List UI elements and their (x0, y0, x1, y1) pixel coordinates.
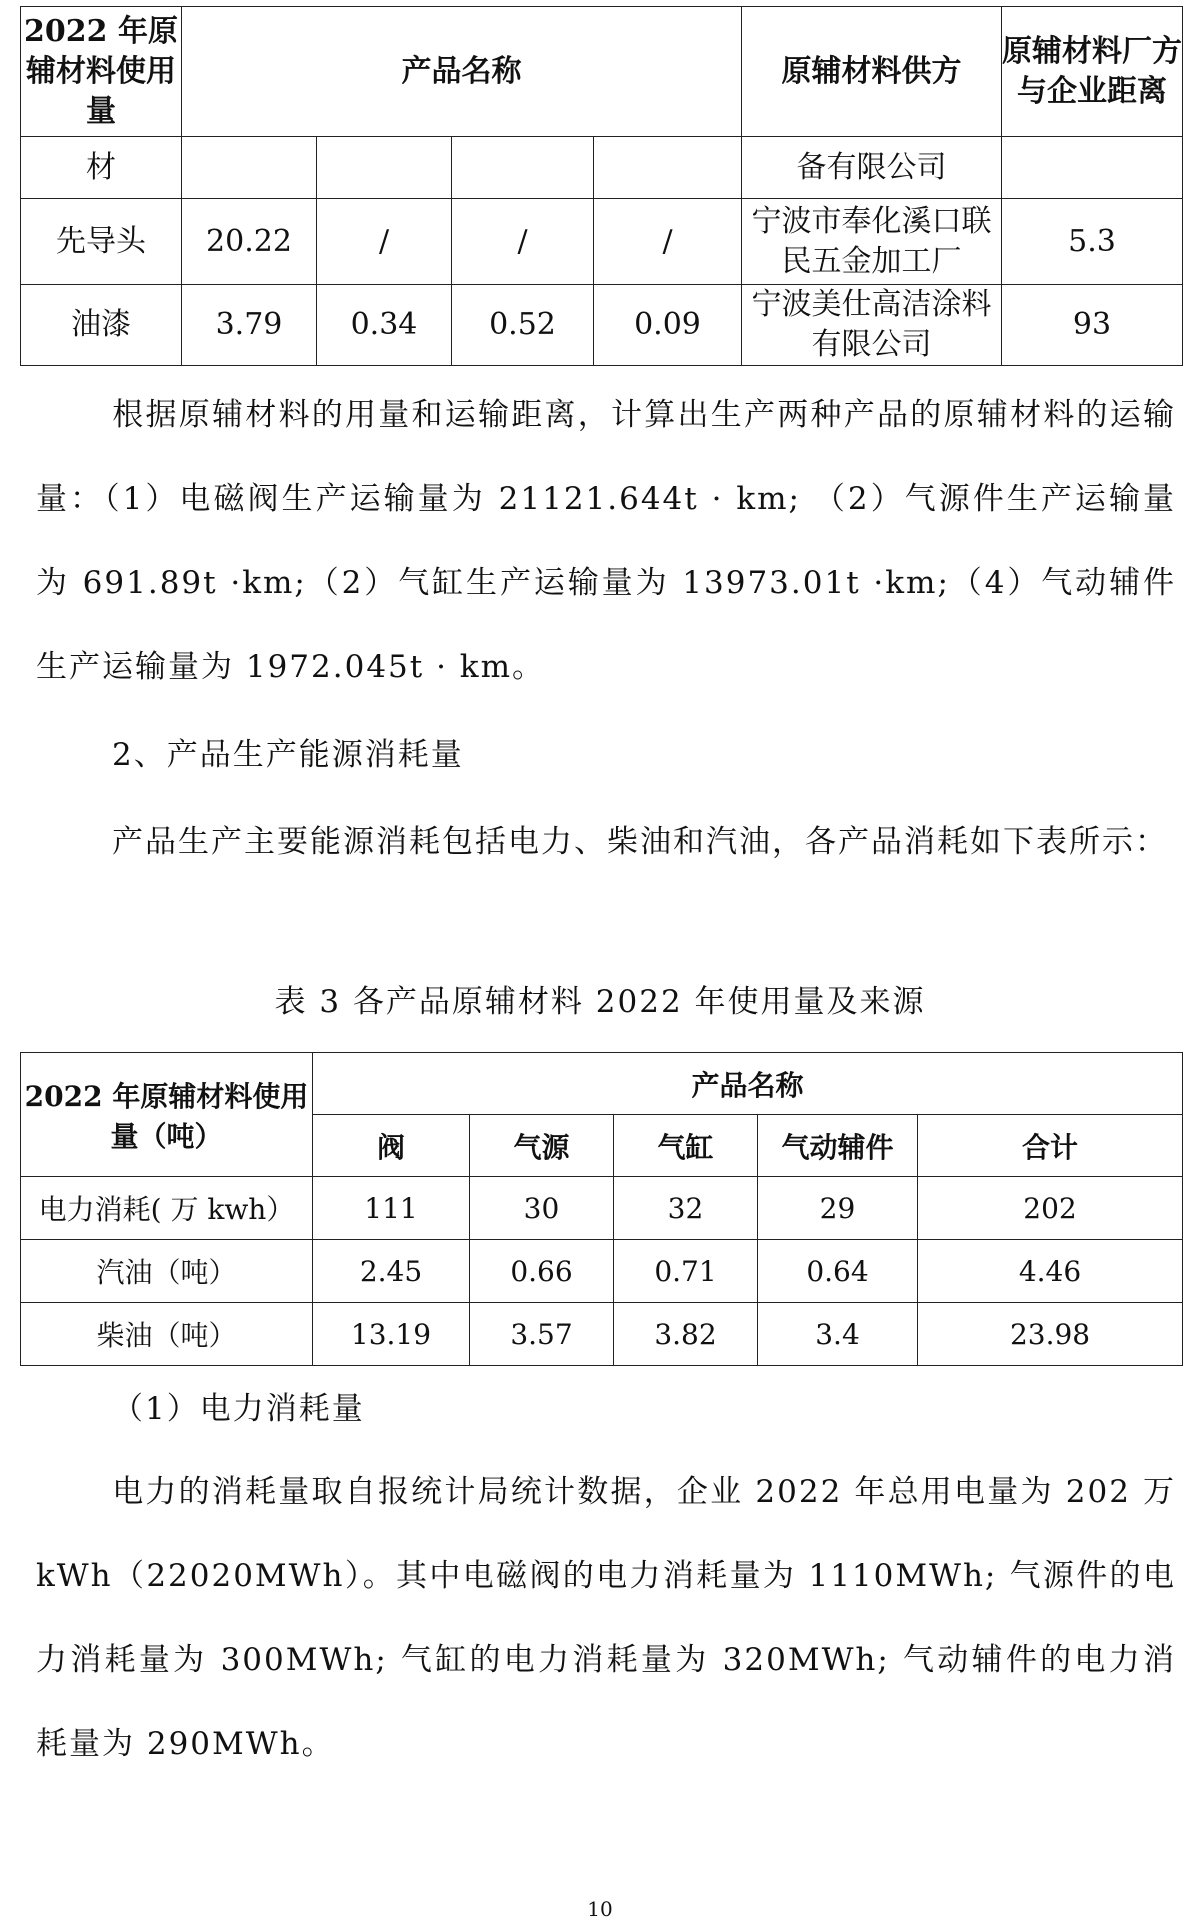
value-cell: 0.64 (758, 1240, 918, 1303)
partial-supplier-cell: 备有限公司 (742, 137, 1002, 199)
empty-cell (182, 137, 317, 199)
energy-text: 产品生产主要能源消耗包括电力、柴油和汽油，各产品消耗如下表所示： (112, 824, 1168, 860)
value-cell: / (452, 199, 594, 285)
value-cell: / (594, 199, 742, 285)
table-row (21, 1177, 1183, 1240)
value-cell: 23.98 (918, 1303, 1183, 1366)
partial-cell: 材 (21, 137, 182, 199)
header-supplier: 原辅材料供方 (742, 7, 1002, 137)
column-header: 气源 (470, 1115, 614, 1177)
empty-cell (317, 137, 452, 199)
table-row (21, 199, 1183, 285)
column-header: 气动辅件 (758, 1115, 918, 1177)
distance-cell: 93 (1002, 285, 1183, 366)
material-name: 先导头 (21, 199, 182, 285)
value-cell: 3.79 (182, 285, 317, 366)
value-cell: 202 (918, 1177, 1183, 1240)
supplier-cell: 宁波美仕高洁涂料有限公司 (742, 285, 1002, 366)
value-cell: 4.46 (918, 1240, 1183, 1303)
value-cell: 0.52 (452, 285, 594, 366)
value-cell: 3.4 (758, 1303, 918, 1366)
value-cell: 20.22 (182, 199, 317, 285)
header-usage: 2022 年原辅材料使用量 (21, 7, 182, 137)
section-heading-energy: 2、产品生产能源消耗量 (112, 737, 464, 773)
value-cell: 111 (313, 1177, 470, 1240)
supplier-cell: 宁波市奉化溪口联民五金加工厂 (742, 199, 1002, 285)
value-cell: 0.66 (470, 1240, 614, 1303)
transport-text: 根据原辅材料的用量和运输距离，计算出生产两种产品的原辅材料的运输量：（1）电磁阀生产运输量为 21121.644t · km; （2）气源件生产运输量为 691.89t ·km;（2）气缸生产运输量为 13973.01t ·km;（4）气动辅件生产运输量为 1972.045t · km。 (36, 397, 1176, 685)
table3-corner-header: 2022 年原辅材料使用量（吨） (21, 1053, 313, 1177)
electricity-paragraph (36, 1450, 1176, 1786)
table-caption: 表 3 各产品原辅材料 2022 年使用量及来源 (274, 984, 926, 1020)
row-label: 汽油（吨） (21, 1240, 313, 1303)
table-row (21, 1240, 1183, 1303)
value-cell: 0.34 (317, 285, 452, 366)
value-cell: 13.19 (313, 1303, 470, 1366)
value-cell: 30 (470, 1177, 614, 1240)
value-cell: 0.71 (614, 1240, 758, 1303)
value-cell: 32 (614, 1177, 758, 1240)
material-name: 油漆 (21, 285, 182, 366)
electricity-text: 电力的消耗量取自报统计局统计数据，企业 2022 年总用电量为 202 万 kWh（22020MWh）。其中电磁阀的电力消耗量为 1110MWh; 气源件的电力消耗量为 300MWh; 气缸的电力消耗量为 320MWh; 气动辅件的电力消耗量为 290MWh。 (36, 1474, 1176, 1762)
header-distance: 原辅材料厂方与企业距离 (1002, 7, 1183, 137)
row-label: 柴油（吨） (21, 1303, 313, 1366)
value-cell: 29 (758, 1177, 918, 1240)
table3-group-header: 产品名称 (313, 1053, 1183, 1115)
row-label: 电力消耗( 万 kwh） (21, 1177, 313, 1240)
value-cell: 3.57 (470, 1303, 614, 1366)
table-row (21, 1303, 1183, 1366)
column-header: 合计 (918, 1115, 1183, 1177)
page-number: 10 (587, 1897, 613, 1921)
transport-paragraph (36, 373, 1176, 709)
value-cell: 3.82 (614, 1303, 758, 1366)
energy-paragraph (36, 800, 1176, 884)
column-header: 气缸 (614, 1115, 758, 1177)
table-row (21, 285, 1183, 366)
distance-cell: 5.3 (1002, 199, 1183, 285)
value-cell: / (317, 199, 452, 285)
empty-cell (594, 137, 742, 199)
section-heading-electricity: （1）电力消耗量 (112, 1391, 365, 1427)
empty-cell (452, 137, 594, 199)
energy-consumption-table (20, 1052, 1183, 1366)
column-header: 阀 (313, 1115, 470, 1177)
value-cell: 2.45 (313, 1240, 470, 1303)
value-cell: 0.09 (594, 285, 742, 366)
header-product-name: 产品名称 (182, 7, 742, 137)
materials-table-continued (20, 6, 1183, 366)
empty-cell (1002, 137, 1183, 199)
